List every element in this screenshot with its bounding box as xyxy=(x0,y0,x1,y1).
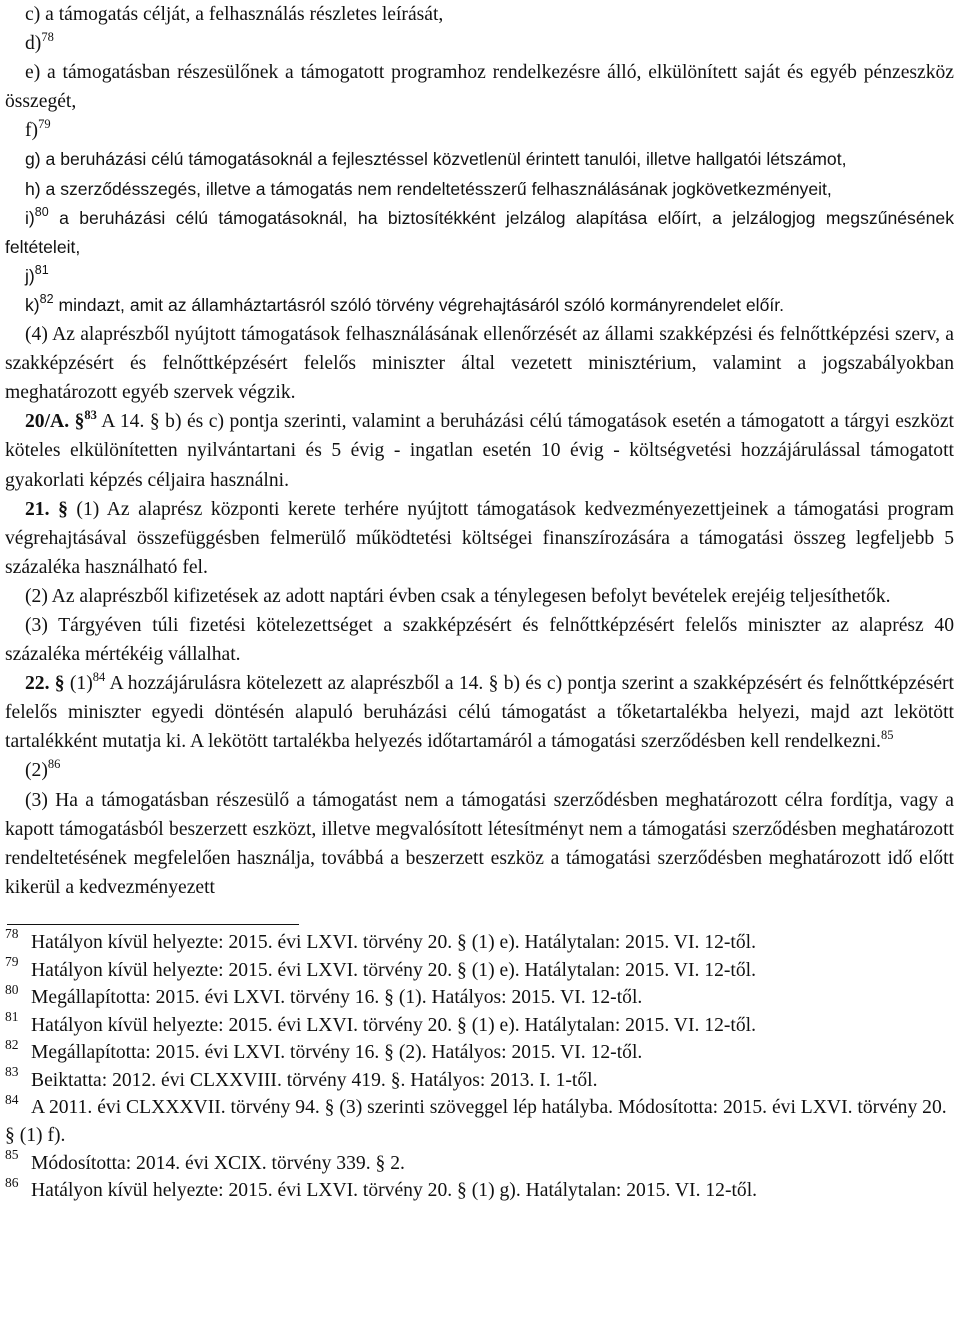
section-22-paragraph-1-label: (1) xyxy=(64,673,93,695)
paragraph-g: g) a beruházási célú támogatásoknál a fejlesztéssel közvetlenül érintett tanulói, illetve hallgatói létszámot, xyxy=(25,149,847,170)
footnote-text: A 2011. évi CLXXXVII. törvény 94. § (3) szerinti szöveggel lép hatályba. Módosította: 2015. évi LXVI. törvény 20. § (1) f). xyxy=(5,1097,947,1147)
section-21-paragraph-2: (2) Az alaprészből kifizetések az adott naptári évben csak a ténylegesen befolyt bevételek erejéig teljesíthetők. xyxy=(25,585,891,607)
paragraph-h: h) a szerződésszegés, illetve a támogatás nem rendeltetésszerű felhasználásának jogkövetkezményeit, xyxy=(25,178,832,199)
footnote-text: Megállapította: 2015. évi LXVI. törvény 16. § (2). Hatályos: 2015. VI. 12-től. xyxy=(31,1042,643,1064)
paragraph-4: (4) Az alaprészből nyújtott támogatások felhasználásának ellenőrzését az állami szakképzési és felnőttképzési szerv, a szakképzésért és felnőttképzésért felelős miniszter által vezetett minisztérium, valamint a jogszabályokban meghatározott egyéb szervek végzik. xyxy=(5,324,954,404)
footnotes xyxy=(5,926,954,1205)
footnote-text: Beiktatta: 2012. évi CLXXVIII. törvény 419. §. Hatályos: 2013. I. 1-től. xyxy=(31,1069,598,1091)
footnote-text: Hatályon kívül helyezte: 2015. évi LXVI. törvény 20. § (1) e). Hatálytalan: 2015. VI. 12-től. xyxy=(31,931,756,953)
section-text-21: (1) Az alaprész központi kerete terhére nyújtott támogatások kedvezményezettjeinek a támogatási program végrehajtásával összefüggésben felmerülő működtetési költségei finanszírozására a támogatási összeg legfeljebb 5 százaléka használható fel. xyxy=(5,498,954,578)
item-label-i: i) xyxy=(25,207,35,228)
footnote-text: Hatályon kívül helyezte: 2015. évi LXVI. törvény 20. § (1) e). Hatálytalan: 2015. VI. 12-től. xyxy=(31,1014,756,1036)
item-label-j: j) xyxy=(25,265,35,286)
footnote-text: Hatályon kívül helyezte: 2015. évi LXVI. törvény 20. § (1) e). Hatálytalan: 2015. VI. 12-től. xyxy=(31,959,756,981)
footnote-82: $^{82}$ Megállapította: 2015. évi LXVI. törvény 16. § (2). Hatályos: 2015. VI. 12-től. xyxy=(5,1036,643,1064)
footnote-ref-84[interactable]: 84 xyxy=(92,669,106,684)
paragraph-c: c) a támogatás célját, a felhasználás részletes leírását, xyxy=(25,4,444,25)
footnote-ref-80[interactable]: 80 xyxy=(34,204,49,219)
item-text-k: mindazt, amit az államháztartásról szóló törvény végrehajtásáról szóló kormányrendelet előír. xyxy=(53,294,785,315)
footnote-text: Hatályon kívül helyezte: 2015. évi LXVI. törvény 20. § (1) g). Hatálytalan: 2015. VI. 12-től. xyxy=(31,1180,758,1202)
section-22-paragraph-3: (3) Ha a támogatásban részesülő a támogatást nem a támogatási szerződésben meghatározott célra fordítja, vagy a kapott támogatásból beszerzett eszközt, illetve megvalósított létesítményt nem a támogatási szerződésben meghatározott rendeltetésének megfelelően használja, továbbá a beszerzett eszköz a támogatási szerződésben meghatározott idő előtt kikerül a kedvezményezett xyxy=(5,789,954,898)
item-text-i: a beruházási célú támogatásoknál, ha biztosítékként jelzálog alapítása előírt, a jelzálogjog megszűnésének feltételeit, xyxy=(5,207,954,257)
document-body xyxy=(5,0,954,902)
section-text-22: A hozzájárulásra kötelezett az alaprészből a 14. § b) és c) pontja szerint a szakképzésért és felnőttképzésért felelős miniszter egyedi döntésén alapuló beruházási célú támogatást a tőketartalékba helyezi, majd azt lekötött tartalékként mutatja ki. A lekötött tartalékba helyezés időtartamáról a támogatási szerződésben kell rendelkezni. xyxy=(5,673,954,753)
footnote-ref-82[interactable]: 82 xyxy=(39,292,54,307)
footnote-ref-78[interactable]: 78 xyxy=(41,29,54,44)
footnote-ref-85[interactable]: 85 xyxy=(880,727,894,742)
footnote-ref-86[interactable]: 86 xyxy=(47,756,61,771)
section-number-20a: 20/A. xyxy=(25,411,70,433)
section-text-20a: A 14. § b) és c) pontja szerinti, valamint a beruházási célú támogatások esetén a támogatott a tárgyi eszközt köteles elkülönítetten nyilvántartani és 5 évig - ingatlan esetén 10 évig - költségvetési hozzájárulással támogatott gyakorlati képzés céljaira használni. xyxy=(5,411,954,491)
footnote-84: $^{84}$ A 2011. évi CLXXXVII. törvény 94. § (3) szerinti szöveggel lép hatályba. Módosította: 2015. évi LXVI. törvény 20. § (1) f). xyxy=(5,1091,947,1147)
section-sign: § xyxy=(58,498,68,520)
section-21-paragraph-3: (3) Tárgyéven túli fizetési kötelezettséget a szakképzésért és felnőttképzésért felelős miniszter az alaprész 40 százaléka mértékéig vállalhat. xyxy=(5,614,954,666)
footnote-divider xyxy=(7,924,299,925)
paragraph-e: e) a támogatásban részesülőnek a támogatott programhoz rendelkezésre álló, elkülönített saját és egyéb pénzeszköz összegét, xyxy=(5,62,954,113)
section-22 xyxy=(5,669,954,756)
item-label-d: d) xyxy=(25,33,42,55)
section-sign: § xyxy=(74,411,85,433)
footnote-text: Megállapította: 2015. évi LXVI. törvény 16. § (1). Hatályos: 2015. VI. 12-től. xyxy=(31,987,643,1009)
item-label-2: (2) xyxy=(25,760,48,782)
paragraph-d xyxy=(5,29,954,58)
footnote-ref-83[interactable]: 83 xyxy=(84,407,97,422)
footnote-ref-79[interactable]: 79 xyxy=(38,116,51,131)
footnote-83: $^{83}$ Beiktatta: 2012. évi CLXXVIII. törvény 419. §. Hatályos: 2013. I. 1-től. xyxy=(5,1064,598,1091)
section-number-22: 22. xyxy=(25,673,50,695)
section-21 xyxy=(5,495,954,582)
footnote-ref-81[interactable]: 81 xyxy=(34,262,49,277)
footnote-79: $^{79}$ Hatályon kívül helyezte: 2015. évi LXVI. törvény 20. § (1) e). Hatálytalan: 2015. VI. 12-től. xyxy=(5,953,756,981)
footnote-78: $^{78}$ Hatályon kívül helyezte: 2015. évi LXVI. törvény 20. § (1) e). Hatálytalan: 2015. VI. 12-től. xyxy=(5,926,756,953)
item-label-f: f) xyxy=(25,120,39,142)
item-label-k: k) xyxy=(25,294,40,315)
paragraph-i xyxy=(5,204,954,262)
section-sign: § xyxy=(54,673,65,695)
section-number-21: 21. xyxy=(25,498,50,520)
footnote-text: Módosította: 2014. évi XCIX. törvény 339. § 2. xyxy=(31,1152,405,1174)
section-20a xyxy=(5,407,954,494)
paragraph-j xyxy=(5,262,954,291)
section-22-paragraph-2 xyxy=(5,756,954,785)
footnote-81: $^{81}$ Hatályon kívül helyezte: 2015. évi LXVI. törvény 20. § (1) e). Hatálytalan: 2015. VI. 12-től. xyxy=(5,1009,756,1036)
paragraph-f xyxy=(5,116,954,145)
footnote-85: $^{85}$ Módosította: 2014. évi XCIX. törvény 339. § 2. xyxy=(5,1147,405,1174)
footnote-80: $^{80}$ Megállapította: 2015. évi LXVI. törvény 16. § (1). Hatályos: 2015. VI. 12-től. xyxy=(5,981,643,1009)
paragraph-k xyxy=(5,291,954,320)
footnote-86: $^{86}$ Hatályon kívül helyezte: 2015. évi LXVI. törvény 20. § (1) g). Hatálytalan: 2015. VI. 12-től. xyxy=(5,1174,758,1202)
